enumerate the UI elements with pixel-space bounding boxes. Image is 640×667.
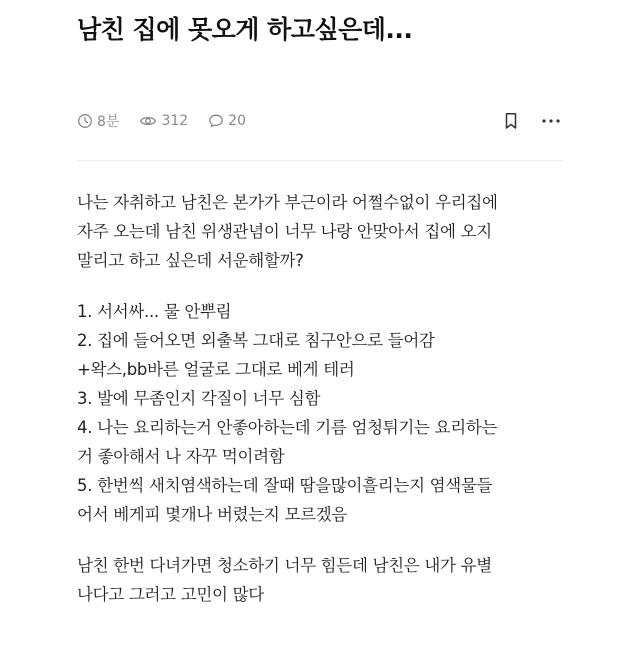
body-line: 1. 서서싸... 물 안뿌림 [77, 302, 232, 321]
meta-views [139, 113, 188, 129]
more-dots-icon [541, 118, 561, 124]
meta-comments[interactable] [208, 113, 246, 129]
body-line: 거 좋아해서 나 자꾸 먹이려함 [77, 447, 285, 466]
body-line: 나다고 그러고 고민이 많다 [77, 585, 264, 604]
body-line: 말리고 하고 싶은데 서운해할까? [77, 251, 304, 270]
meta-time-text: 8분 [97, 114, 120, 130]
bookmark-icon [503, 112, 519, 130]
body-line: 어서 베게피 몇개나 버렸는지 모르겠음 [77, 505, 348, 524]
body-line: 2. 집에 들어오면 외출복 그대로 침구안으로 들어감 [77, 331, 435, 350]
body-line: 4. 나는 요리하는거 안좋아하는데 기름 엄청튀기는 요리하는 [77, 418, 498, 437]
meta-actions [499, 109, 563, 133]
header-divider [77, 160, 563, 161]
body-line: 나는 자취하고 남친은 본가가 부근이라 어쩔수없이 우리집에 [77, 193, 498, 212]
post-meta-bar [77, 108, 563, 134]
post-title: 남친 집에 못오게 하고싶은데... [77, 15, 413, 44]
meta-views-count: 312 [161, 113, 189, 129]
more-options-button[interactable] [539, 109, 563, 133]
meta-time [77, 111, 119, 131]
body-line: 3. 발에 무좀인지 각질이 너무 심함 [77, 389, 321, 408]
post-body [77, 188, 577, 631]
bookmark-button[interactable] [499, 109, 523, 133]
body-line: 자주 오는데 남친 위생관념이 너무 나랑 안맞아서 집에 오지 [77, 222, 492, 241]
body-line: 5. 한번씩 새치염색하는데 잘때 땀을많이흘리는지 염색물들 [77, 476, 493, 495]
body-line: 남친 한번 다녀가면 청소하기 너무 힘든데 남친은 내가 유별 [77, 556, 492, 575]
body-paragraph-3 [77, 551, 577, 609]
meta-comments-count: 20 [228, 113, 246, 129]
clock-icon [77, 113, 93, 129]
body-line: +왁스,bb바른 얼굴로 그대로 베게 테러 [77, 360, 355, 379]
eye-icon [139, 113, 157, 129]
body-paragraph-1 [77, 188, 577, 275]
comment-icon [208, 113, 224, 129]
body-paragraph-2 [77, 297, 577, 529]
